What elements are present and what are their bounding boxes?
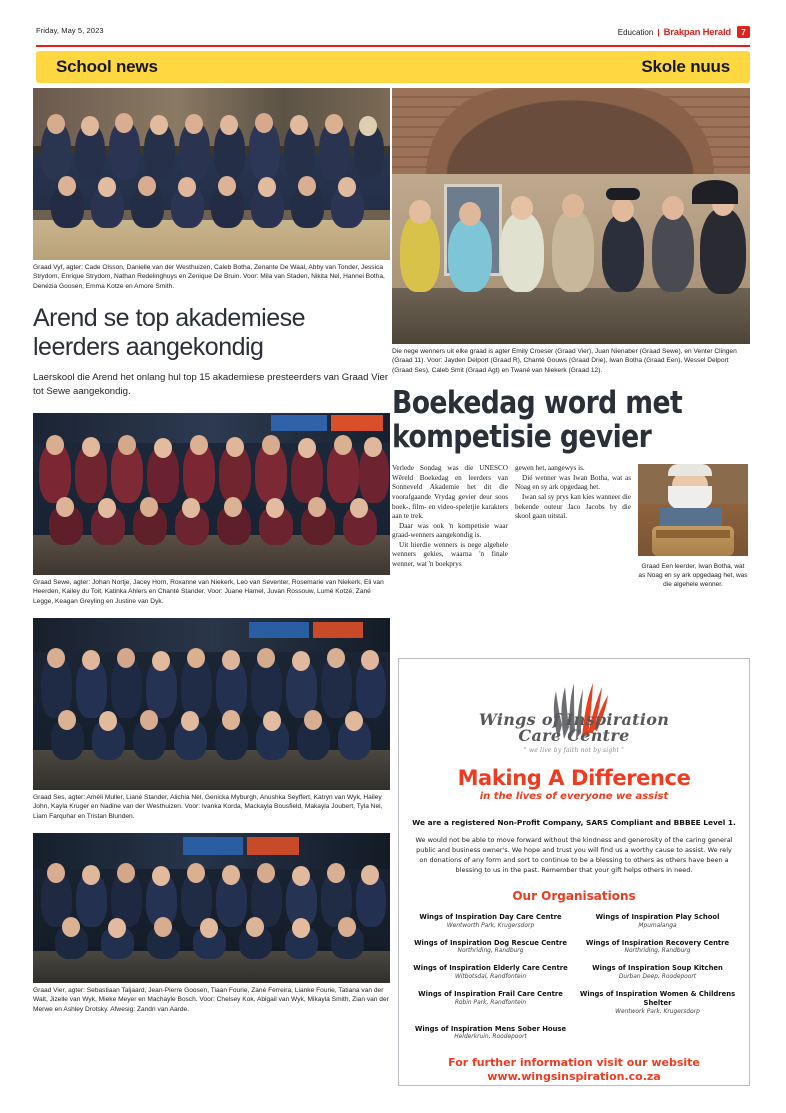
ad-compliance-line: We are a registered Non-Profit Company, SARS Compliant and BBBEE Level 1.: [412, 817, 736, 827]
page-number-badge: 7: [737, 26, 750, 38]
ad-heading: Making A Difference: [457, 765, 691, 790]
organisation-location: Northriding, Randburg: [624, 948, 691, 955]
organisation-name: Wings of Inspiration Women & Childrens Shelter: [579, 990, 736, 1007]
ad-website-link[interactable]: www.wingsinspiration.co.za: [487, 1069, 661, 1083]
organisation-location: Wentwork Park, Krugersdorp: [615, 1008, 700, 1015]
body-paragraph: Dié wenner was Iwan Botha, wat as Noag en sy ark opgedaag het.: [515, 473, 631, 492]
organisation-item: [578, 939, 737, 955]
side-photo-wrapper: [638, 464, 748, 589]
section-banner-title-af: Skole nuus: [641, 57, 730, 76]
article-body-boekedag: [392, 464, 750, 589]
ad-organisations-list: [411, 913, 737, 1040]
section-banner: [36, 51, 750, 83]
body-paragraph: gewen het, aangewys is.: [515, 464, 585, 473]
section-banner-title-en: School news: [56, 57, 158, 76]
organisation-name: Wings of Inspiration Play School: [595, 913, 720, 922]
logo-tagline: " we live by faith not by sight ": [523, 746, 625, 754]
organisation-item: [411, 939, 570, 955]
organisation-name: Wings of Inspiration Day Care Centre: [419, 913, 562, 922]
masthead-section-label: Education: [617, 27, 654, 37]
ad-footer: [411, 1056, 737, 1084]
ad-subheading: in the lives of everyone we assist: [479, 790, 669, 802]
ad-logo: [411, 673, 737, 754]
organisation-name: Wings of Inspiration Elderly Care Centre: [413, 964, 568, 973]
caption-graad-vier: Graad Vier, agter: Sebastiaan Taljaard, Jean-Pierre Goosen, Tiaan Fourie, Zané Ferreira, Lianke Fourie, Tatiana van der Walt, Jizelle van Wyk, Mieke Meyer en Machayle Bosch. Voor: Chelsey Kok, Abigail van Wyk, Mikayla Smith, Zian van der Merwe en Ashley Drotsky. Afwesig: Zandri van Aarde.: [33, 987, 389, 1013]
masthead-branding: [618, 26, 750, 38]
organisation-location: Wentworth Park, Krugersdorp: [446, 922, 535, 929]
caption-boekedag-winners: Die nege wenners uit elke graad is agter Emily Croeser (Graad Vier), Juan Nienaber (Graad Sewe), en Venter Clingen (Graad 11). Voor: Jayden Delport (Graad R), Chanté Gouws (Graad Drie), Iwan Botha (Graad Een), Wessel Delport (Graad Ses), Caleb Smit (Graad Agt) en Twané van Niekerk (Graad 12).: [392, 348, 737, 374]
masthead-publication-title: Brakpan Herald: [663, 26, 731, 38]
organisation-item: [578, 913, 737, 929]
organisation-name: Wings of Inspiration Dog Rescue Centre: [414, 938, 567, 947]
ad-paragraph: We would not be able to move forward without the kindness and generosity of the caring general public and business owner's. We hope and trust you will find us a worthy cause to assist. We rely on donations of any form and sort to continue to be a blessing to others as others have been a blessing to us in the past. Remember that your gift helps others in need.: [415, 835, 733, 874]
caption-iwan-botha: Graad Een leerder, Iwan Botha, wat as Noag en sy ark opgedaag het, was die algehele wenner.: [638, 563, 748, 589]
organisation-item: [578, 964, 737, 980]
masthead-divider: |: [657, 27, 660, 37]
logo-wordmark-line2: Care Centre: [518, 725, 630, 745]
body-paragraph: Uit hierdie wenners is nege algehele wenners gekies, waarna 'n finale wenner, wat 'n boekprys: [392, 540, 508, 569]
organisation-name: Wings of Inspiration Mens Sober House: [414, 1024, 567, 1033]
left-column: [33, 88, 390, 1014]
photo-graad-sewe: [33, 413, 390, 575]
body-paragraph: Iwan sal sy prys kan kies wanneer die bekende outeur Jaco Jacobs by die skool gaan uitstal.: [515, 493, 631, 521]
organisation-item: [578, 990, 737, 1014]
masthead-date: Friday, May 5, 2023: [36, 26, 104, 35]
caption-graad-ses: Graad Ses, agter: Améli Muller, Liané Stander, Alichia Nel, Genicka Myburgh, Anushka Seyffert, Katryn van Wyk, Hailey John, Kayla Kruger en Nadine van der Westhuizen. Voor: Ivanka Korda, Mackayla Bousfield, Makayla Joubert, Tyla Nel, Liam Farquhar en Tristan Blunden.: [33, 793, 383, 820]
organisation-name: Wings of Inspiration Frail Care Centre: [418, 990, 563, 999]
logo-wordmark-line1: Wings of Inspiration: [478, 710, 670, 729]
organisation-location: Durban Deep, Roodepoort: [618, 974, 697, 981]
advertisement-wings-of-inspiration: [398, 658, 750, 1086]
body-paragraph: Verlede Sondag was die UNESCO Wêreld Boekedag en leerders van Sonneveld Akademie het dit die voorafgaande Vrydag gevier deur soos boek-, film- en video-speletjie karakters aan te trek.: [392, 464, 508, 521]
organisation-item: [411, 1025, 570, 1041]
caption-graad-vyf: Graad Vyf, agter: Cade Olsson, Danielle van der Westhuizen, Caleb Botha, Zenante De Waal, Abby van Tonder, Jessica Strydom, Enrique Strydom, Nathan Redelinghuys en Zenique De Bruin. Voor: Mila van Staden, Nikita Nel, Hannei Botha, Denézia Goosen, Emma Kotze en Amore Smith.: [33, 264, 385, 290]
organisation-name: Wings of Inspiration Recovery Centre: [585, 938, 730, 947]
photo-graad-ses: [33, 618, 390, 790]
photo-graad-vier: [33, 833, 390, 983]
organisation-location: Northriding, Randburg: [457, 948, 524, 955]
headline-arend: Arend se top akademiese leerders aangekondig: [33, 304, 306, 362]
photo-iwan-botha: [638, 464, 748, 556]
photo-boekedag-winners: [392, 88, 750, 344]
right-column: [392, 88, 750, 590]
organisation-location: Mpumalanga: [638, 922, 677, 929]
caption-graad-sewe: Graad Sewe, agter: Johan Nortje, Jacey Horn, Roxanne van Niekerk, Leo van Seventer, Rosemarie van Niekerk, Eli van Heerden, Kailey du Toit, Katinka Ahlers en Chanté Stander. Voor: Juane Hamel, Juvan Rossouw, Lumé Kotzé, Zané Legge, Keagan Greyling en Justine van Dyk.: [33, 578, 384, 605]
standfirst-arend: Laerskool die Arend het onlang hul top 15 akademiese presteerders van Graad Vier tot Sewe aangekondig.: [33, 372, 389, 397]
organisation-name: Wings of Inspiration Soup Kitchen: [592, 964, 723, 973]
organisation-location: Helderkruin, Roodepoort: [454, 1034, 527, 1041]
organisation-item: [411, 964, 570, 980]
body-column-2: [515, 464, 631, 589]
photo-graad-vyf: [33, 88, 390, 260]
ad-organisations-title: Our Organisations: [512, 889, 636, 904]
ad-footer-line1: For further information visit our website: [448, 1056, 700, 1070]
organisation-location: Robin Park, Randfontein: [454, 999, 527, 1006]
organisation-item: [411, 990, 570, 1014]
organisation-item: [411, 913, 570, 929]
headline-boekedag: Boekedag word met kompetisie gevier: [392, 385, 683, 456]
masthead-rule: [36, 45, 750, 47]
body-paragraph: Daar was ook 'n kompetisie waar graad-wenners aangekondig is.: [392, 521, 508, 540]
body-column-1: [392, 464, 508, 589]
organisation-location: Witbotsdal, Randfontein: [454, 974, 527, 981]
